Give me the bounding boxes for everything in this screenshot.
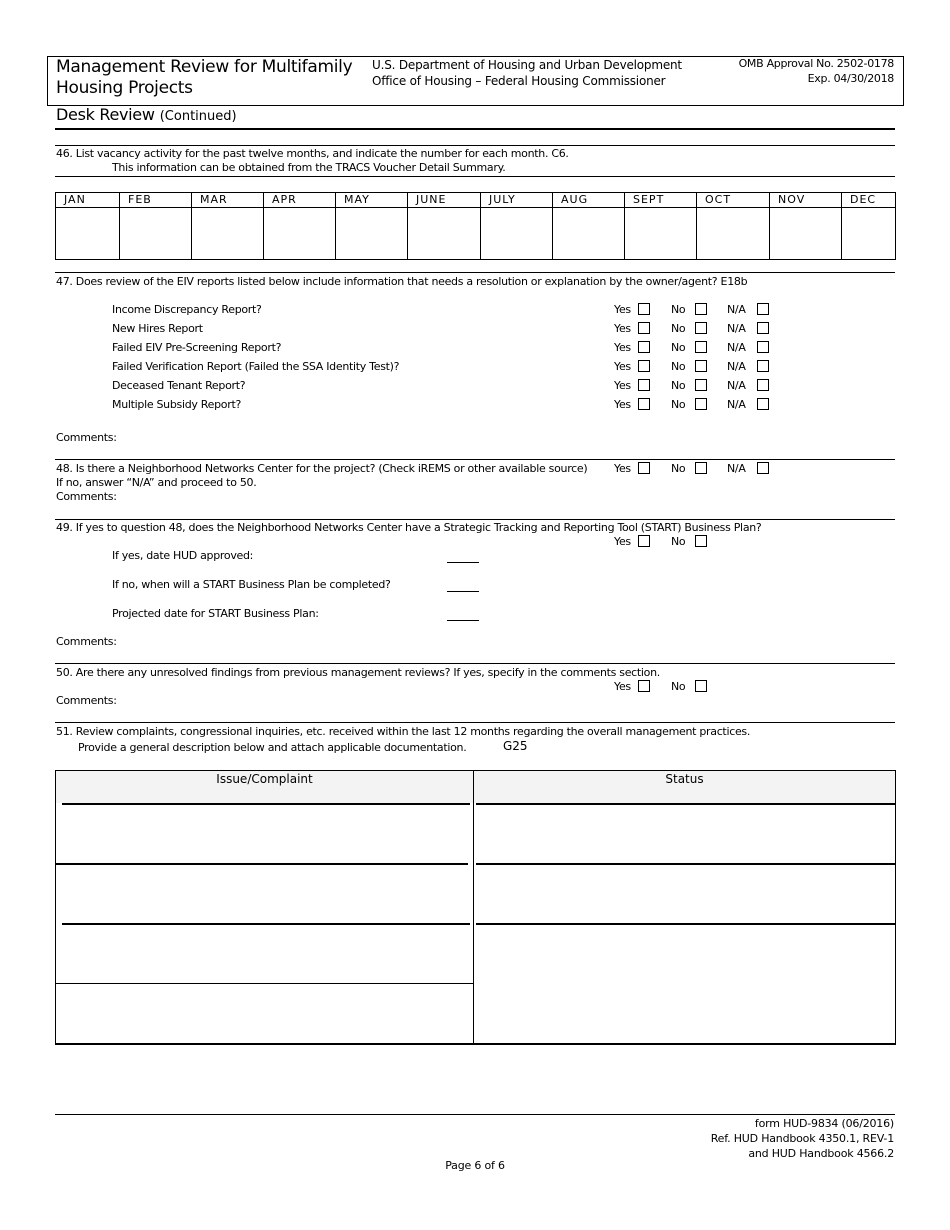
q47-item: Failed Verification Report (Failed the SSA Identity Test)? — [112, 360, 400, 373]
yes-checkbox[interactable] — [638, 341, 650, 353]
q47-na[interactable] — [727, 341, 769, 354]
no-checkbox[interactable] — [695, 398, 707, 410]
na-checkbox[interactable] — [757, 341, 769, 353]
no-label: No — [671, 535, 686, 548]
q47-no[interactable] — [671, 398, 707, 411]
q47-yes[interactable] — [614, 398, 650, 411]
yes-label: Yes — [614, 398, 631, 411]
q47-no[interactable] — [671, 322, 707, 335]
no-label: No — [671, 398, 686, 411]
col-header-status: Status — [474, 771, 895, 803]
q48-text: 48. Is there a Neighborhood Networks Center for the project? (Check iREMS or other available source) — [56, 462, 588, 475]
q49-yes[interactable] — [614, 535, 650, 548]
form-title-line2: Housing Projects — [56, 78, 193, 98]
month-label: MAR — [200, 193, 228, 206]
q49-approved-label: If yes, date HUD approved: — [112, 549, 254, 562]
month-label: MAY — [344, 193, 370, 206]
month-label: JUNE — [416, 193, 447, 206]
no-label: No — [671, 462, 686, 475]
q51-divider — [55, 722, 895, 723]
yes-checkbox[interactable] — [638, 360, 650, 372]
q49-no[interactable] — [671, 535, 707, 548]
q46-text: 46. List vacancy activity for the past twelve months, and indicate the number for each month. C6. — [56, 147, 569, 160]
q49-projected-date-field[interactable] — [447, 620, 479, 621]
handbook-ref2: and HUD Handbook 4566.2 — [748, 1147, 894, 1160]
no-label: No — [671, 341, 686, 354]
yes-checkbox[interactable] — [638, 303, 650, 315]
complaints-table — [55, 770, 896, 1045]
month-cell[interactable] — [770, 193, 842, 259]
handbook-ref1: Ref. HUD Handbook 4350.1, REV-1 — [710, 1132, 894, 1145]
no-label: No — [671, 360, 686, 373]
q47-yes[interactable] — [614, 360, 650, 373]
q47-item: Multiple Subsidy Report? — [112, 398, 242, 411]
q47-text: 47. Does review of the EIV reports listed below include information that needs a resolution or explanation by the owner/agent? E18b — [56, 275, 748, 288]
q51-text: 51. Review complaints, congressional inquiries, etc. received within the last 12 months regarding the overall management practices. — [56, 725, 751, 738]
agency-line1: U.S. Department of Housing and Urban Development — [372, 58, 682, 72]
na-checkbox[interactable] — [757, 398, 769, 410]
q50-no[interactable] — [671, 680, 707, 693]
q47-divider — [55, 272, 895, 273]
status-cell[interactable] — [474, 865, 895, 923]
month-label: APR — [272, 193, 297, 206]
na-checkbox[interactable] — [757, 462, 769, 474]
q47-na[interactable] — [727, 398, 769, 411]
form-reference — [711, 1116, 894, 1161]
q50-comments-label: Comments: — [56, 694, 117, 707]
q49-text: 49. If yes to question 48, does the Neighborhood Networks Center have a Strategic Tracking and Reporting Tool (START) Business Plan? — [56, 521, 762, 534]
q49-completion-date-field[interactable] — [447, 591, 479, 592]
status-cell[interactable] — [474, 805, 895, 863]
na-checkbox[interactable] — [757, 322, 769, 334]
yes-label: Yes — [614, 379, 631, 392]
no-checkbox[interactable] — [695, 535, 707, 547]
q47-comments-label: Comments: — [56, 431, 117, 444]
q49-projected-label: Projected date for START Business Plan: — [112, 607, 319, 620]
na-label: N/A — [727, 322, 746, 335]
q47-na[interactable] — [727, 379, 769, 392]
yes-checkbox[interactable] — [638, 535, 650, 547]
month-cell[interactable] — [553, 193, 625, 259]
q48-no[interactable] — [671, 462, 707, 475]
q46-divider — [55, 145, 895, 146]
q47-no[interactable] — [671, 303, 707, 316]
yes-label: Yes — [614, 322, 631, 335]
na-checkbox[interactable] — [757, 360, 769, 372]
yes-label: Yes — [614, 462, 631, 475]
form-number: form HUD-9834 (06/2016) — [754, 1117, 894, 1130]
na-label: N/A — [727, 303, 746, 316]
no-checkbox[interactable] — [695, 462, 707, 474]
q47-no[interactable] — [671, 341, 707, 354]
month-cell[interactable] — [481, 193, 553, 259]
q47-no[interactable] — [671, 379, 707, 392]
no-checkbox[interactable] — [695, 322, 707, 334]
omb-number: OMB Approval No. 2502-0178 — [738, 57, 894, 70]
q47-item: Income Discrepancy Report? — [112, 303, 262, 316]
status-cell[interactable] — [474, 925, 895, 983]
q47-na[interactable] — [727, 322, 769, 335]
status-cell[interactable] — [474, 984, 895, 1042]
q47-item: Failed EIV Pre-Screening Report? — [112, 341, 282, 354]
na-checkbox[interactable] — [757, 303, 769, 315]
issue-cell[interactable] — [56, 925, 473, 983]
section-title — [56, 105, 237, 124]
issue-cell[interactable] — [56, 805, 473, 863]
month-cell[interactable] — [336, 193, 408, 259]
col-header-issue: Issue/Complaint — [56, 771, 473, 803]
yes-checkbox[interactable] — [638, 322, 650, 334]
yes-checkbox[interactable] — [638, 398, 650, 410]
no-checkbox[interactable] — [695, 341, 707, 353]
yes-checkbox[interactable] — [638, 379, 650, 391]
month-label: JULY — [489, 193, 516, 206]
month-label: DEC — [850, 193, 877, 206]
q47-yes[interactable] — [614, 322, 650, 335]
q49-approved-date-field[interactable] — [447, 562, 479, 563]
q47-na[interactable] — [727, 360, 769, 373]
month-label: AUG — [561, 193, 589, 206]
q49-divider — [55, 519, 895, 520]
q47-item: New Hires Report — [112, 322, 203, 335]
q48-yes[interactable] — [614, 462, 650, 475]
q47-yes[interactable] — [614, 379, 650, 392]
q47-no[interactable] — [671, 360, 707, 373]
footer-divider — [55, 1114, 895, 1115]
page-number: Page 6 of 6 — [445, 1159, 505, 1172]
month-cell[interactable] — [120, 193, 192, 259]
yes-checkbox[interactable] — [638, 462, 650, 474]
q48-note: If no, answer “N/A” and proceed to 50. — [56, 476, 257, 489]
q46-note-rule — [55, 176, 895, 177]
no-label: No — [671, 322, 686, 335]
yes-label: Yes — [614, 303, 631, 316]
no-checkbox[interactable] — [695, 303, 707, 315]
q51-code: G25 — [503, 739, 528, 753]
q49-completion-label: If no, when will a START Business Plan be completed? — [112, 578, 391, 591]
q49-comments-label: Comments: — [56, 635, 117, 648]
q48-comments-label: Comments: — [56, 490, 117, 503]
section-divider — [55, 128, 895, 130]
q46-note: This information can be obtained from the TRACS Voucher Detail Summary. — [112, 161, 506, 174]
q48-divider — [55, 459, 895, 460]
yes-label: Yes — [614, 360, 631, 373]
na-label: N/A — [727, 341, 746, 354]
month-cell[interactable] — [56, 193, 120, 259]
no-label: No — [671, 303, 686, 316]
no-label: No — [671, 379, 686, 392]
na-label: N/A — [727, 360, 746, 373]
na-label: N/A — [727, 379, 746, 392]
na-label: N/A — [727, 462, 746, 475]
vacancy-grid — [55, 192, 896, 260]
month-cell[interactable] — [264, 193, 336, 259]
month-label: JAN — [64, 193, 86, 206]
agency-line2: Office of Housing – Federal Housing Commissioner — [372, 74, 666, 88]
agency-name — [372, 57, 682, 89]
na-label: N/A — [727, 398, 746, 411]
form-title — [56, 57, 352, 99]
issue-cell[interactable] — [56, 984, 473, 1042]
form-title-line1: Management Review for Multifamily — [56, 57, 353, 77]
yes-checkbox[interactable] — [638, 680, 650, 692]
section-title-main: Desk Review — [56, 105, 155, 124]
q47-yes[interactable] — [614, 341, 650, 354]
yes-label: Yes — [614, 341, 631, 354]
q51-text2: Provide a general description below and attach applicable documentation. — [78, 741, 467, 754]
month-cell[interactable] — [842, 193, 895, 259]
month-label: SEPT — [633, 193, 665, 206]
no-checkbox[interactable] — [695, 379, 707, 391]
month-label: FEB — [128, 193, 152, 206]
month-cell[interactable] — [408, 193, 481, 259]
section-title-sub: (Continued) — [159, 109, 237, 124]
issue-cell[interactable] — [56, 865, 473, 923]
month-label: NOV — [778, 193, 806, 206]
month-label: OCT — [705, 193, 732, 206]
q48-na[interactable] — [727, 462, 769, 475]
month-cell[interactable] — [697, 193, 770, 259]
no-checkbox[interactable] — [695, 680, 707, 692]
q50-text: 50. Are there any unresolved findings from previous management reviews? If yes, specify in the comments section. — [56, 666, 660, 679]
q47-na[interactable] — [727, 303, 769, 316]
q47-yes[interactable] — [614, 303, 650, 316]
na-checkbox[interactable] — [757, 379, 769, 391]
yes-label: Yes — [614, 535, 631, 548]
q47-item: Deceased Tenant Report? — [112, 379, 246, 392]
yes-label: Yes — [614, 680, 631, 693]
month-cell[interactable] — [625, 193, 697, 259]
omb-expiration: Exp. 04/30/2018 — [807, 72, 894, 85]
q50-divider — [55, 663, 895, 664]
q50-yes[interactable] — [614, 680, 650, 693]
no-checkbox[interactable] — [695, 360, 707, 372]
omb-approval — [739, 56, 894, 86]
month-cell[interactable] — [192, 193, 264, 259]
no-label: No — [671, 680, 686, 693]
